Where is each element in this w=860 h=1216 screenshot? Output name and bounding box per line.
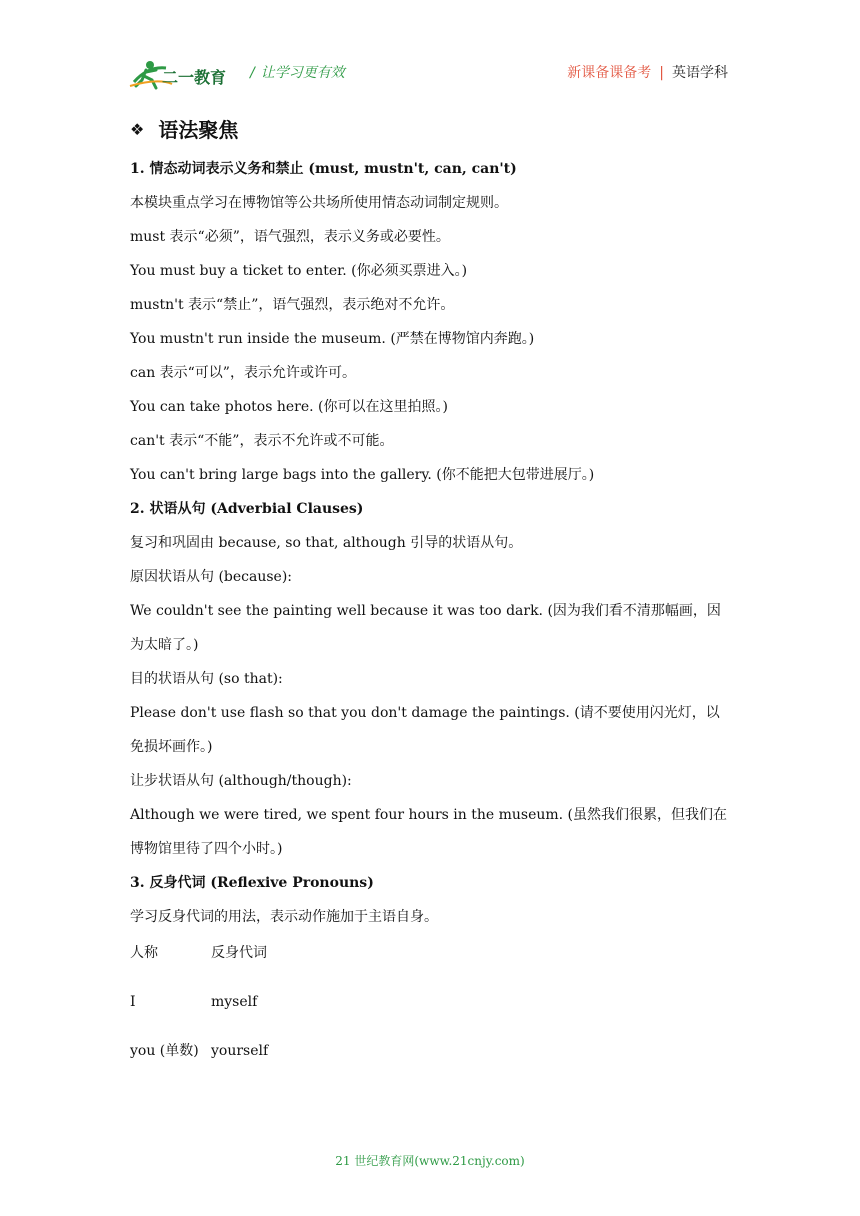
table-header-cell: 反身代词	[211, 945, 267, 961]
table-row	[130, 985, 732, 1034]
header-divider: |	[659, 65, 664, 81]
paragraph: 让步状语从句 (although/though):	[130, 773, 352, 789]
table-header-row	[130, 936, 732, 985]
paragraph: can't 表示“不能”，表示不允许或不可能。	[130, 433, 394, 449]
example-sentence: You can take photos here. (你可以在这里拍照。)	[130, 399, 448, 415]
example-sentence: You must buy a ticket to enter. (你必须买票进入。)	[130, 263, 468, 279]
paragraph: 目的状语从句 (so that):	[130, 671, 283, 687]
paragraph: 学习反身代词的用法，表示动作施加于主语自身。	[130, 909, 438, 925]
table-cell: you (单数)	[130, 1043, 199, 1059]
paragraph: 原因状语从句 (because):	[130, 569, 293, 585]
paragraph: 复习和巩固由 because, so that, although 引导的状语从句。	[130, 535, 523, 551]
header-right	[567, 62, 728, 82]
pronoun-table	[130, 936, 732, 1083]
table-cell: yourself	[211, 1043, 269, 1059]
exam-label: 新课备课备考	[567, 65, 652, 81]
section-title-text: 语法聚焦	[158, 118, 239, 142]
subject-label: 英语学科	[672, 65, 728, 81]
slogan-slash: /	[250, 65, 255, 81]
paragraph: can 表示“可以”，表示允许或许可。	[130, 365, 356, 381]
paragraph: mustn't 表示“禁止”，语气强烈，表示绝对不允许。	[130, 297, 455, 313]
table-row	[130, 1034, 732, 1083]
example-sentence: Although we were tired, we spent four hours in the museum. (虽然我们很累，但我们在博物馆里待了四个小时。)	[130, 807, 728, 857]
table-header-cell: 人称	[130, 945, 158, 961]
diamond-bullet-icon: ❖	[130, 120, 145, 139]
heading-adverbial-clauses: 2. 状语从句 (Adverbial Clauses)	[130, 501, 364, 517]
example-sentence: We couldn't see the painting well because it was too dark. (因为我们看不清那幅画，因为太暗了。)	[130, 603, 721, 653]
content-body	[130, 152, 732, 1083]
heading-reflexive-pronouns: 3. 反身代词 (Reflexive Pronouns)	[130, 875, 374, 891]
logo	[128, 58, 240, 90]
slogan	[250, 62, 345, 82]
slogan-text: 让学习更有效	[260, 65, 345, 81]
heading-modal-verbs: 1. 情态动词表示义务和禁止 (must, mustn't, can, can't)	[130, 161, 517, 177]
table-cell: I	[130, 994, 136, 1010]
table-cell: myself	[211, 994, 258, 1010]
example-sentence: You can't bring large bags into the gallery. (你不能把大包带进展厅。)	[130, 467, 595, 483]
page-header	[128, 54, 728, 94]
example-sentence: Please don't use flash so that you don't damage the paintings. (请不要使用闪光灯，以免损坏画作。)	[130, 705, 720, 755]
example-sentence: You mustn't run inside the museum. (严禁在博物馆内奔跑。)	[130, 331, 535, 347]
paragraph: 本模块重点学习在博物馆等公共场所使用情态动词制定规则。	[130, 195, 508, 211]
paragraph: must 表示“必须”，语气强烈，表示义务或必要性。	[130, 229, 450, 245]
logo-text: 二一教育	[162, 68, 227, 87]
page-footer: 21 世纪教育网(www.21cnjy.com)	[335, 1154, 525, 1168]
section-title	[130, 114, 238, 143]
